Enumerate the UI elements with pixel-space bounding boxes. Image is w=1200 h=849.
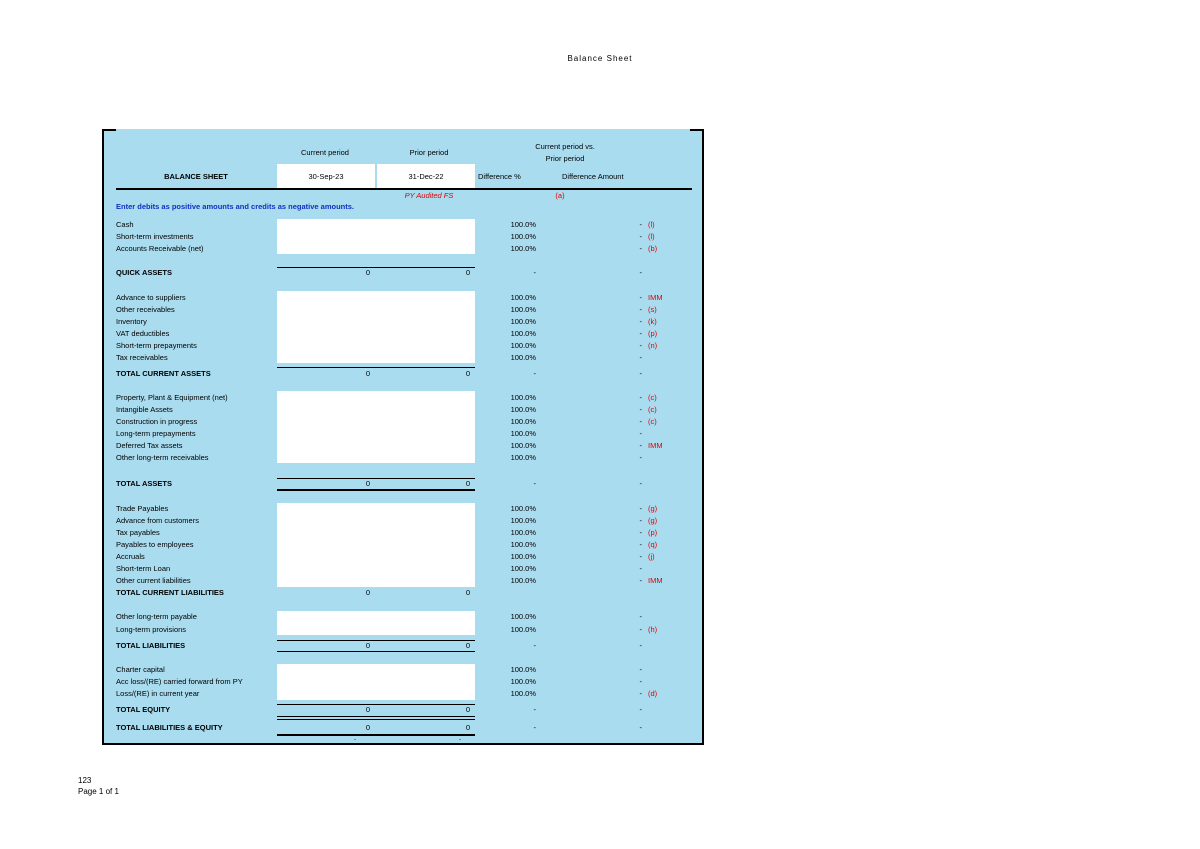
row-label: TOTAL LIABILITIES bbox=[116, 641, 186, 650]
row-difference-amount: - bbox=[639, 329, 642, 338]
input-block-lt-liabilities[interactable] bbox=[277, 611, 475, 635]
rule-total-liabilities-bottom bbox=[277, 651, 475, 652]
row-reference: (k) bbox=[648, 317, 657, 326]
footer-page-number: Page 1 of 1 bbox=[78, 787, 119, 796]
current-date: 30-Sep-23 bbox=[308, 172, 344, 181]
row-difference-amount: - bbox=[639, 705, 642, 714]
row-label: Construction in progress bbox=[116, 417, 198, 426]
row-reference: (g) bbox=[648, 504, 658, 513]
row-difference-pct: 100.0% bbox=[510, 417, 536, 426]
row-label: Trade Payables bbox=[116, 504, 169, 513]
row-reference: (p) bbox=[648, 528, 658, 537]
instruction-text: Enter debits as positive amounts and credits as negative amounts. bbox=[116, 202, 354, 211]
row-difference-pct: - bbox=[533, 268, 536, 277]
row-difference-pct: - bbox=[533, 723, 536, 732]
row-difference-pct: 100.0% bbox=[510, 441, 536, 450]
row-current-value: 0 bbox=[365, 588, 370, 597]
row-label: Payables to employees bbox=[116, 540, 194, 549]
row-difference-pct: 100.0% bbox=[510, 353, 536, 362]
row-difference-amount: - bbox=[639, 341, 642, 350]
row-difference-pct: 100.0% bbox=[510, 305, 536, 314]
row-reference: (l) bbox=[648, 220, 655, 229]
row-difference-pct: 100.0% bbox=[510, 552, 536, 561]
row-reference: (h) bbox=[648, 625, 658, 634]
row-difference-amount: - bbox=[639, 353, 642, 362]
row-difference-amount: - bbox=[639, 220, 642, 229]
row-label: Other current liabilities bbox=[116, 576, 191, 585]
row-label: TOTAL CURRENT ASSETS bbox=[116, 369, 211, 378]
row-current-value: 0 bbox=[365, 479, 370, 488]
row-difference-amount: - bbox=[639, 244, 642, 253]
row-reference: (q) bbox=[648, 540, 658, 549]
row-difference-amount: - bbox=[639, 504, 642, 513]
row-difference-pct: 100.0% bbox=[510, 677, 536, 686]
row-label: TOTAL EQUITY bbox=[116, 705, 171, 714]
row-reference: (d) bbox=[648, 689, 658, 698]
row-reference: (c) bbox=[648, 417, 657, 426]
difference-amount-header: Difference Amount bbox=[562, 172, 624, 181]
row-difference-amount: - bbox=[639, 665, 642, 674]
difference-pct-header: Difference % bbox=[478, 172, 521, 181]
row-current-value: 0 bbox=[365, 723, 370, 732]
row-difference-pct: 100.0% bbox=[510, 516, 536, 525]
row-difference-amount: - bbox=[639, 528, 642, 537]
corner-mark-left-v bbox=[102, 129, 104, 135]
row-difference-amount: - bbox=[639, 625, 642, 634]
row-difference-pct: 100.0% bbox=[510, 528, 536, 537]
row-difference-amount: - bbox=[639, 540, 642, 549]
row-difference-pct: 100.0% bbox=[510, 625, 536, 634]
row-difference-amount: - bbox=[639, 564, 642, 573]
row-difference-amount: - bbox=[639, 369, 642, 378]
row-label: Accruals bbox=[116, 552, 145, 561]
row-prior-value: 0 bbox=[465, 588, 470, 597]
row-difference-pct: 100.0% bbox=[510, 540, 536, 549]
row-label: TOTAL ASSETS bbox=[116, 479, 172, 488]
input-block-current-liabilities[interactable] bbox=[277, 503, 475, 587]
row-label: Other long-term receivables bbox=[116, 453, 209, 462]
row-difference-amount: - bbox=[639, 453, 642, 462]
row-difference-amount: - bbox=[639, 305, 642, 314]
row-difference-pct: 100.0% bbox=[510, 453, 536, 462]
row-difference-pct: 100.0% bbox=[510, 405, 536, 414]
corner-mark-left bbox=[102, 129, 116, 131]
row-difference-pct: 100.0% bbox=[510, 564, 536, 573]
row-difference-pct: 100.0% bbox=[510, 429, 536, 438]
bottom-dash-prior: - bbox=[459, 737, 461, 743]
balance-sheet-title: BALANCE SHEET bbox=[164, 172, 228, 181]
row-difference-amount: - bbox=[639, 405, 642, 414]
row-reference: (c) bbox=[648, 405, 657, 414]
rule-total-equity-bottom bbox=[277, 716, 475, 717]
row-reference: (g) bbox=[648, 516, 658, 525]
row-difference-amount: - bbox=[639, 268, 642, 277]
comparison-header-line2: Prior period bbox=[545, 154, 585, 163]
row-difference-amount: - bbox=[639, 441, 642, 450]
rule-total-le-top bbox=[277, 719, 475, 720]
row-difference-amount: - bbox=[639, 677, 642, 686]
row-difference-pct: 100.0% bbox=[510, 665, 536, 674]
row-label: TOTAL LIABILITIES & EQUITY bbox=[116, 723, 223, 732]
row-difference-amount: - bbox=[639, 417, 642, 426]
row-difference-amount: - bbox=[639, 723, 642, 732]
row-difference-pct: 100.0% bbox=[510, 576, 536, 585]
row-difference-amount: - bbox=[639, 552, 642, 561]
row-label: Tax payables bbox=[116, 528, 160, 537]
input-block-current-assets[interactable] bbox=[277, 291, 475, 363]
row-label: Accounts Receivable (net) bbox=[116, 244, 204, 253]
prior-period-header: Prior period bbox=[409, 148, 449, 157]
row-difference-pct: - bbox=[533, 369, 536, 378]
row-difference-pct: 100.0% bbox=[510, 341, 536, 350]
row-label: TOTAL CURRENT LIABILITIES bbox=[116, 588, 224, 597]
row-prior-value: 0 bbox=[465, 369, 470, 378]
row-difference-pct: - bbox=[533, 479, 536, 488]
row-difference-pct: 100.0% bbox=[510, 612, 536, 621]
row-label: Short-term investments bbox=[116, 232, 194, 241]
row-label: Acc loss/(RE) carried forward from PY bbox=[116, 677, 243, 686]
rule-total-current-assets bbox=[277, 367, 475, 368]
row-difference-pct: - bbox=[533, 641, 536, 650]
bottom-dash-current: - bbox=[354, 737, 356, 743]
row-label: Advance to suppliers bbox=[116, 293, 186, 302]
row-difference-amount: - bbox=[639, 516, 642, 525]
row-difference-pct: - bbox=[533, 705, 536, 714]
row-difference-amount: - bbox=[639, 641, 642, 650]
input-block-equity[interactable] bbox=[277, 664, 475, 700]
row-label: Inventory bbox=[116, 317, 147, 326]
corner-mark-right-v bbox=[702, 129, 704, 135]
row-reference: IMM bbox=[648, 293, 663, 302]
row-difference-pct: 100.0% bbox=[510, 232, 536, 241]
row-reference: (s) bbox=[648, 305, 657, 314]
row-label: Short-term prepayments bbox=[116, 341, 197, 350]
row-reference: IMM bbox=[648, 576, 663, 585]
row-label: Intangible Assets bbox=[116, 405, 173, 414]
row-label: Advance from customers bbox=[116, 516, 199, 525]
row-prior-value: 0 bbox=[465, 723, 470, 732]
row-reference: (l) bbox=[648, 232, 655, 241]
row-difference-pct: 100.0% bbox=[510, 244, 536, 253]
row-current-value: 0 bbox=[365, 705, 370, 714]
row-label: Property, Plant & Equipment (net) bbox=[116, 393, 228, 402]
row-difference-pct: 100.0% bbox=[510, 504, 536, 513]
row-difference-amount: - bbox=[639, 689, 642, 698]
row-current-value: 0 bbox=[365, 369, 370, 378]
header-rule bbox=[116, 188, 692, 190]
row-difference-amount: - bbox=[639, 232, 642, 241]
row-difference-pct: 100.0% bbox=[510, 689, 536, 698]
row-difference-amount: - bbox=[639, 393, 642, 402]
row-current-value: 0 bbox=[365, 268, 370, 277]
row-current-value: 0 bbox=[365, 641, 370, 650]
row-label: VAT deductibles bbox=[116, 329, 170, 338]
row-prior-value: 0 bbox=[465, 705, 470, 714]
row-difference-amount: - bbox=[639, 479, 642, 488]
row-label: Tax receivables bbox=[116, 353, 168, 362]
input-block-quick-assets[interactable] bbox=[277, 219, 475, 254]
input-block-noncurrent-assets[interactable] bbox=[277, 391, 475, 463]
row-prior-value: 0 bbox=[465, 479, 470, 488]
comparison-header-line1: Current period vs. bbox=[535, 142, 595, 151]
row-reference: (c) bbox=[648, 393, 657, 402]
row-label: Cash bbox=[116, 220, 134, 229]
row-difference-amount: - bbox=[639, 293, 642, 302]
rule-total-assets-bottom bbox=[277, 489, 475, 491]
row-difference-pct: 100.0% bbox=[510, 220, 536, 229]
row-difference-amount: - bbox=[639, 429, 642, 438]
row-prior-value: 0 bbox=[465, 268, 470, 277]
page-header-title: Balance Sheet bbox=[567, 54, 633, 63]
ref-a: (a) bbox=[555, 191, 565, 200]
row-reference: (j) bbox=[648, 552, 655, 561]
row-difference-pct: 100.0% bbox=[510, 393, 536, 402]
row-label: Other long-term payable bbox=[116, 612, 197, 621]
row-label: Loss/(RE) in current year bbox=[116, 689, 200, 698]
row-reference: (b) bbox=[648, 244, 658, 253]
py-audited-label: PY Audited FS bbox=[404, 191, 454, 200]
row-label: Long-term prepayments bbox=[116, 429, 196, 438]
row-label: Other receivables bbox=[116, 305, 175, 314]
row-label: Short-term Loan bbox=[116, 564, 171, 573]
row-difference-amount: - bbox=[639, 612, 642, 621]
prior-date: 31-Dec-22 bbox=[408, 172, 444, 181]
row-difference-pct: 100.0% bbox=[510, 317, 536, 326]
footer-code: 123 bbox=[78, 776, 92, 785]
row-label: QUICK ASSETS bbox=[116, 268, 172, 277]
row-difference-pct: 100.0% bbox=[510, 329, 536, 338]
row-label: Long-term provisions bbox=[116, 625, 187, 634]
current-period-header: Current period bbox=[301, 148, 349, 157]
row-difference-amount: - bbox=[639, 317, 642, 326]
row-reference: (n) bbox=[648, 341, 658, 350]
row-label: Deferred Tax assets bbox=[116, 441, 183, 450]
row-difference-pct: 100.0% bbox=[510, 293, 536, 302]
row-prior-value: 0 bbox=[465, 641, 470, 650]
row-difference-amount: - bbox=[639, 576, 642, 585]
row-reference: IMM bbox=[648, 441, 663, 450]
row-reference: (p) bbox=[648, 329, 658, 338]
row-label: Charter capital bbox=[116, 665, 165, 674]
